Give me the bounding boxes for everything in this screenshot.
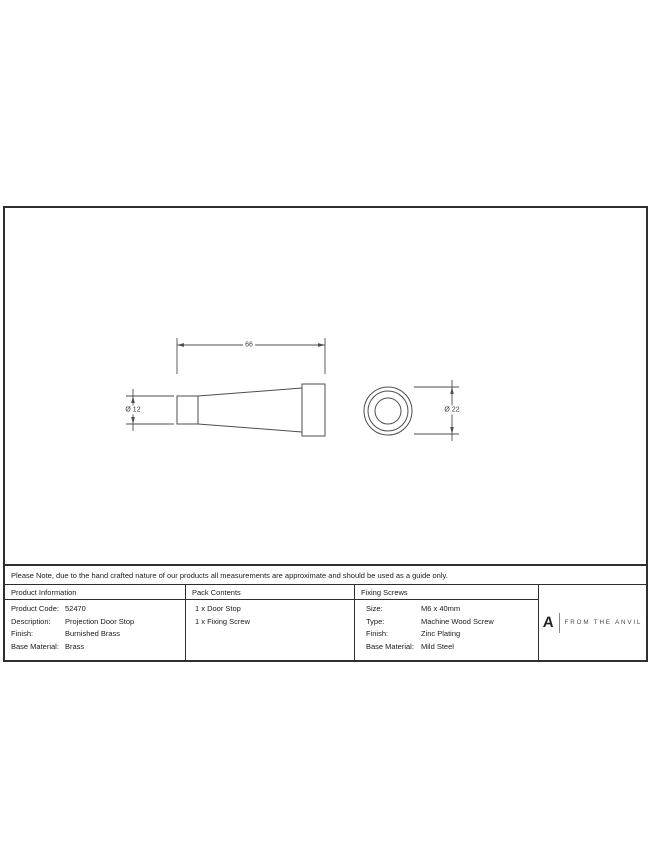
pack-contents-column [186, 585, 355, 660]
fixing-screws-body [355, 600, 538, 660]
brand-name: FROM THE ANVIL [564, 619, 643, 626]
table-row [366, 628, 538, 641]
dimension-label-base-diameter: Ø 22 [444, 406, 460, 414]
arrowhead-right [318, 343, 325, 347]
info-table [3, 564, 648, 662]
row-label: Base Material: [11, 641, 59, 651]
list-item: 1 x Fixing Screw [195, 616, 251, 626]
row-label: Description: [11, 616, 51, 626]
table-row [366, 641, 538, 654]
door-stop-side-view [177, 384, 325, 436]
row-label: Size: [366, 604, 383, 613]
row-value: 52470 [65, 604, 86, 613]
arrowhead-up [450, 387, 454, 394]
product-information-header: Product Information [5, 585, 185, 600]
anvil-logo-icon: A [542, 614, 555, 631]
brand-divider [559, 613, 560, 633]
pack-contents-body [186, 600, 354, 660]
arrowhead-up [131, 396, 135, 403]
table-row [11, 628, 185, 641]
row-label: Base Material: [366, 641, 414, 651]
front-view-middle-circle [368, 391, 408, 431]
fixing-screws-column [355, 585, 539, 660]
row-value: Mild Steel [421, 641, 454, 651]
row-label: Product Code: [11, 604, 59, 613]
row-value: Machine Wood Screw [421, 616, 494, 626]
brand-cell [539, 585, 646, 660]
side-view-taper [198, 388, 302, 432]
row-label: Finish: [366, 629, 389, 639]
front-view-inner-circle [375, 398, 401, 424]
fixing-screws-header: Fixing Screws [355, 585, 538, 600]
table-row [11, 603, 185, 616]
dimension-label-length: 66 [245, 341, 253, 349]
table-row [366, 616, 538, 629]
list-item: 1 x Door Stop [195, 604, 241, 613]
measurement-note: Please Note, due to the hand crafted nature of our products all measurements are approximate and should be used as a guide only. [5, 566, 646, 585]
pack-contents-header: Pack Contents [186, 585, 354, 600]
arrowhead-down [450, 427, 454, 434]
row-value: M6 x 40mm [421, 604, 461, 613]
row-value: Brass [65, 641, 85, 651]
product-information-body [5, 600, 185, 660]
dimension-label-tip-diameter: Ø 12 [125, 406, 141, 414]
info-table-columns [5, 585, 646, 660]
row-label: Finish: [11, 629, 34, 639]
table-row [11, 616, 185, 629]
arrowhead-down [131, 417, 135, 424]
front-view-outer-circle [364, 387, 412, 435]
door-stop-front-view [364, 387, 412, 435]
table-row [366, 603, 538, 616]
side-view-tip [177, 396, 198, 424]
side-view-base-flange [302, 384, 325, 436]
product-information-column [5, 585, 186, 660]
row-label: Type: [366, 616, 385, 626]
arrowhead-left [177, 343, 184, 347]
table-row [11, 641, 185, 654]
row-value: Zinc Plating [421, 629, 461, 639]
row-value: Projection Door Stop [65, 616, 135, 626]
row-value: Burnished Brass [65, 629, 121, 639]
